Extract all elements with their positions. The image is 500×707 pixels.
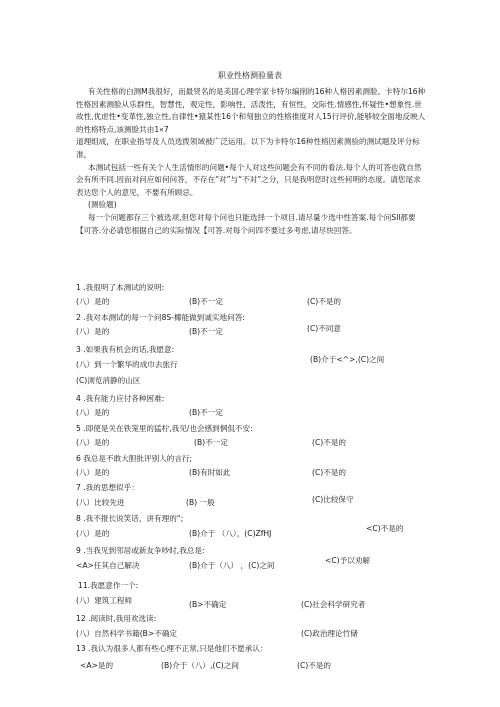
q12-option-c: (C)政治理论竹储: [301, 629, 358, 638]
q2-option-b: (B)不一定: [189, 327, 223, 336]
q4-option-a: (八）是的: [76, 408, 110, 417]
question-11: 11.我愿意作一个:: [78, 581, 139, 590]
question-5: 5 .即使是关在铁笼里的猛柠,我见/也会感到惘侃不安:: [76, 424, 253, 433]
q8-option-b: (B)介于 （八），(C)ZfHJ: [189, 529, 272, 538]
q7-option-c: (C)比较保守: [312, 495, 354, 504]
question-9: 9 .当我见到邻居或新友争吵时,我总是:: [76, 546, 205, 555]
document-title: 职业性格测验量表: [218, 71, 282, 80]
q5-option-c: (C)不是的: [312, 438, 347, 447]
intro-paragraph-1: 有关性格的白测M我很好，而最贤名的是美国心理学家卡特尔编削的16种人格因素测脸。卡特尔16种性格因素测脸从乐群性，智慧性，观定性，影响性，活泼性，有恒性，交际性.情感性,怀疑性•想象性.世故性,优虑性•变革性,独立性,自律性•猿某性16个和刻独立的性格推度对人15行评价,能够较全面地反映人的性格特点,该测脸共由1«7: [76, 87, 426, 134]
intro-paragraph-4: 每一个问题都存三个被选项,但您对每个问也只能选择一个项目.请尽量少选中性答案.每个问Sll都要【可答.分必请您根据自己的实际情况【可答.对每个问四不要过多考虑,请尽快回答。: [76, 212, 416, 235]
intro-section: [76, 86, 426, 237]
q6-option-c: (C)不是的: [312, 468, 347, 477]
q5-option-b: (B)不一定: [194, 438, 228, 447]
q13-option-a: <A>是的: [80, 661, 114, 670]
q7-option-a: (八）比较先进: [76, 498, 125, 507]
q3-option-a: (八）到一个繁华的成巾去旅行: [76, 360, 178, 369]
q9-option-c: <C)予以劝解: [325, 556, 371, 565]
question-13: 13 .我认为很多人都有些心理不正常,只是他们不愿承认：: [76, 644, 268, 653]
q6-option-a: (八）是的: [76, 468, 110, 477]
q8-option-c: <C)不是的: [366, 524, 404, 533]
q2-option-a: (八）是的: [76, 327, 110, 336]
q13-option-b: (B)介于（八）,(C)之间: [161, 661, 239, 670]
q9-option-b: (B)介于（八） ，(C)之间: [189, 561, 275, 570]
intro-heading-test: (测验题): [88, 200, 117, 210]
q8-option-a: (八）是的: [76, 529, 110, 538]
q11-option-a: (八）建筑工程师: [76, 596, 133, 605]
question-8: 8 .我不报长说笑话，讲有理的“;: [76, 514, 184, 523]
question-4: 4 .我有能力应付各种困难:: [76, 394, 165, 403]
q7-option-b: (B) 一般: [186, 498, 215, 507]
q1-option-c: (C)不是的: [307, 297, 342, 306]
intro-paragraph-3: 本测试包括一些有关个人生活情形的问题•每个人对这些问题会有不同的看法.每个人的可答也就自然会有所不同.因而对问应如何问答，不存在“对”与“不对”之分，只是我明您时这些何明的态度。请您尾求表达您个人的意见，不要有所顾忌。: [76, 162, 422, 197]
q13-option-c: (C)不是的: [297, 661, 332, 670]
question-12: 12 .阅读时,我用欢选读:: [76, 614, 157, 623]
intro-paragraph-2: 道理组成，在职业指导及人员选拨领域被广泛运用。以下为卡特尔16种性格因素测验的测试题及评分标准，: [76, 137, 420, 159]
q4-option-b: (B)不一定: [189, 408, 223, 417]
q12-option-a: (八）自然科学书籍(B>不确定: [76, 629, 178, 638]
q1-option-a: (八）是的: [76, 297, 110, 306]
question-2: 2 .我对本测试的每一个问8S-椰能做到诚实地问答:: [76, 313, 245, 322]
q3-option-c: (C)浏览消静的山区: [76, 376, 141, 385]
q11-option-c: (C)社会科学研究者: [301, 600, 366, 609]
question-1: 1 .我很明了本测试的说明:: [76, 283, 165, 292]
q9-option-a: <A>任其自己解决: [76, 561, 140, 570]
question-6: 6 我总是不敢大胆批评别人的言行;: [76, 454, 193, 463]
q11-option-b: (B>不确定: [189, 600, 227, 609]
q5-option-a: (八）是的: [76, 438, 110, 447]
q2-option-c: (C)不同意: [307, 324, 342, 333]
question-3: 3 .如果我有机会的话,我愿意:: [76, 345, 175, 354]
q6-option-b: (B)有时如此: [189, 468, 231, 477]
question-7: 7 .我的思想似乎：: [76, 483, 139, 492]
q1-option-b: (B)不一定: [189, 297, 223, 306]
q3-option-b: (B)介于<^>,(C)之间: [310, 355, 385, 364]
